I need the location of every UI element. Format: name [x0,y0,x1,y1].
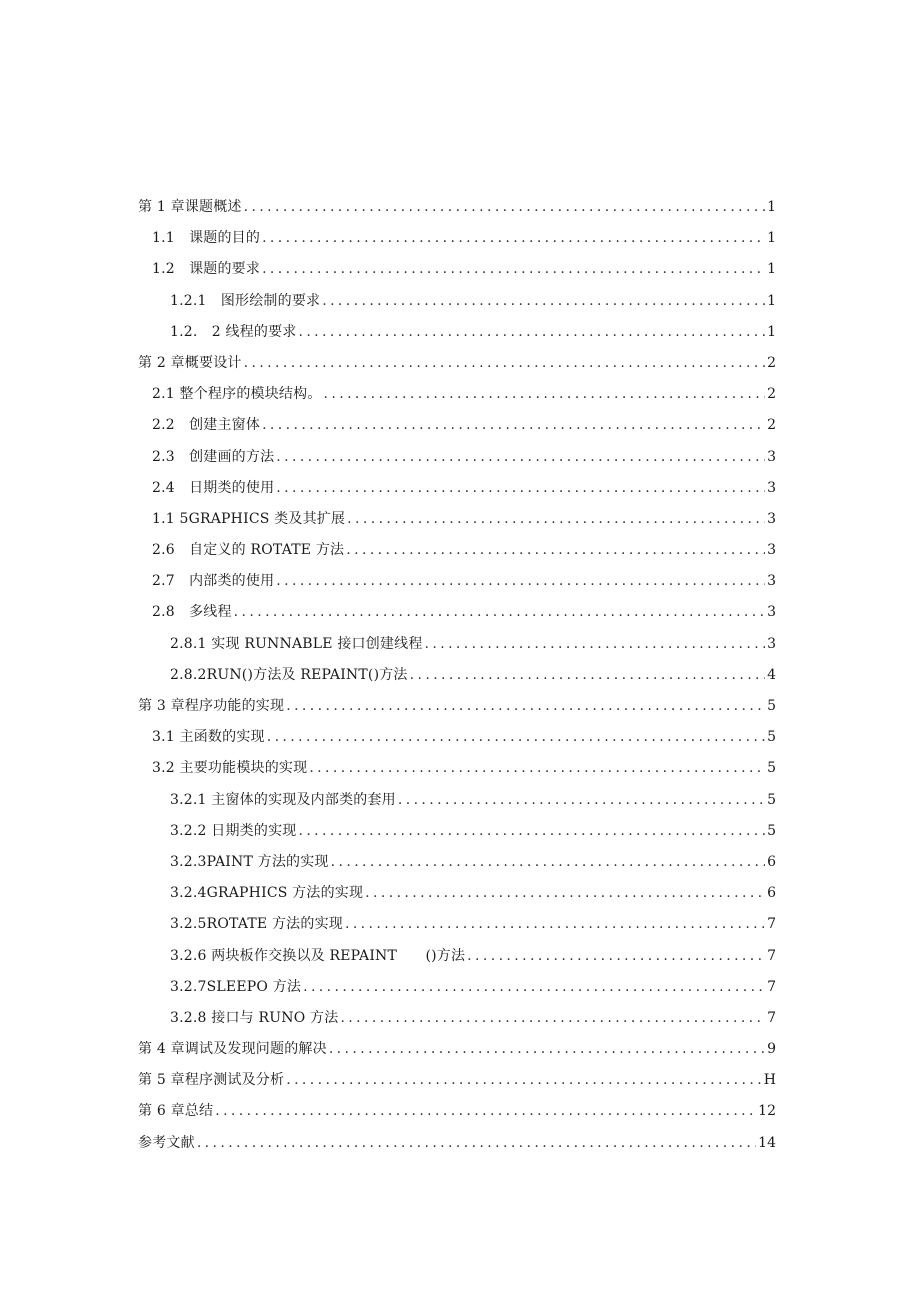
toc-entry[interactable] [138,941,776,972]
toc-entry-title: 1.1 5GRAPHICS 类及其扩展 [152,510,346,527]
toc-dot-leader [276,442,765,473]
toc-entry-title: 2.3 创建画的方法 [152,448,275,465]
toc-entry[interactable] [138,410,776,441]
toc-entry-title: 1.2. 2 线程的要求 [170,323,297,340]
toc-dot-leader [329,1034,765,1065]
toc-dot-leader [324,379,766,410]
toc-dot-leader [365,878,765,909]
toc-entry[interactable] [138,1003,776,1034]
toc-entry-page-number: 4 [767,666,776,683]
toc-dot-leader [215,1096,756,1127]
toc-dot-leader [410,660,765,691]
toc-entry-page-number: 3 [767,604,776,621]
toc-dot-leader [346,535,765,566]
toc-entry-title: 3.2.2 日期类的实现 [170,822,297,839]
toc-entry-page-number: 3 [767,542,776,559]
toc-entry[interactable] [138,442,776,473]
toc-dot-leader [398,785,765,816]
toc-entry-page-number: 1 [767,261,776,278]
toc-entry-title: 第 5 章程序测试及分析 [138,1072,285,1089]
toc-entry-page-number: 5 [767,760,776,777]
toc-entry[interactable] [138,660,776,691]
toc-dot-leader [331,847,765,878]
toc-entry-page-number: 5 [767,729,776,746]
toc-entry[interactable] [138,1096,776,1127]
toc-entry-page-number: 5 [767,822,776,839]
toc-entry-page-number: 3 [767,635,776,652]
toc-entry-title: 1.2.1 图形绘制的要求 [170,292,321,309]
toc-dot-leader [276,566,765,597]
toc-entry[interactable] [138,504,776,535]
toc-entry-page-number: 7 [767,947,776,964]
toc-entry[interactable] [138,1065,776,1096]
toc-entry-title: 3.2.3PAINT 方法的实现 [170,853,329,870]
toc-entry[interactable] [138,566,776,597]
toc-entry-page-number: 3 [767,510,776,527]
toc-entry-title: 3.1 主函数的实现 [152,729,265,746]
toc-entry-page-number: 7 [767,978,776,995]
toc-entry-page-number: 1 [767,323,776,340]
toc-entry-title: 第 2 章概要设计 [138,354,242,371]
toc-dot-leader [244,192,765,223]
toc-entry[interactable] [138,847,776,878]
toc-entry[interactable] [138,816,776,847]
toc-entry[interactable] [138,722,776,753]
toc-entry-title: 参考文献 [138,1134,195,1151]
toc-entry[interactable] [138,1034,776,1065]
toc-entry-title: 2.8.2RUN()方法及 REPAINT()方法 [170,666,408,683]
toc-dot-leader [298,816,765,847]
toc-entry[interactable] [138,878,776,909]
toc-dot-leader [467,941,765,972]
toc-entry[interactable] [138,972,776,1003]
toc-entry-page-number: 1 [767,292,776,309]
toc-entry-page-number: 12 [758,1103,776,1120]
toc-entry-page-number: 2 [767,354,776,371]
toc-entry-title: 2.1 整个程序的模块结构。 [152,386,322,403]
toc-dot-leader [197,1128,756,1159]
toc-entry-title: 2.6 自定义的 ROTATE 方法 [152,542,345,559]
toc-entry-title: 3.2 主要功能模块的实现 [152,760,308,777]
toc-entry-page-number: 6 [767,853,776,870]
toc-entry-title: 1.2 课题的要求 [152,261,261,278]
toc-dot-leader [286,691,765,722]
toc-dot-leader [309,753,765,784]
toc-entry[interactable] [138,785,776,816]
toc-entry-page-number: 7 [767,1009,776,1026]
toc-entry-page-number: 6 [767,885,776,902]
toc-dot-leader [276,473,765,504]
toc-entry-page-number: 3 [767,448,776,465]
toc-dot-leader [347,504,765,535]
toc-entry-page-number: H [763,1072,776,1089]
toc-entry-title: 2.7 内部类的使用 [152,573,275,590]
toc-entry[interactable] [138,1128,776,1159]
toc-entry[interactable] [138,691,776,722]
toc-dot-leader [340,1003,765,1034]
toc-entry-title: 第 3 章程序功能的实现 [138,698,285,714]
toc-dot-leader [244,348,765,379]
toc-entry[interactable] [138,597,776,628]
toc-dot-leader [262,254,765,285]
toc-entry-page-number: 2 [767,386,776,403]
toc-entry-page-number: 5 [767,698,776,714]
toc-entry-page-number: 9 [767,1041,776,1058]
toc-entry-page-number: 14 [758,1134,776,1151]
toc-entry-title: 第 6 章总结 [138,1103,214,1120]
toc-dot-leader [286,1065,762,1096]
toc-entry-title: 第 4 章调试及发现问题的解决 [138,1041,327,1058]
toc-entry-page-number: 1 [767,230,776,247]
toc-dot-leader [345,909,765,940]
toc-dot-leader [234,597,765,628]
toc-entry-page-number: 5 [767,791,776,808]
toc-entry[interactable] [138,753,776,784]
toc-entry-title: 3.2.1 主窗体的实现及内部类的套用 [170,791,396,808]
toc-entry-title: 2.4 日期类的使用 [152,479,275,496]
toc-dot-leader [298,317,765,348]
toc-entry[interactable] [138,535,776,566]
toc-entry-title: 3.2.4GRAPHICS 方法的实现 [170,885,364,902]
toc-entry[interactable] [138,379,776,410]
toc-entry-page-number: 7 [767,916,776,933]
toc-entry[interactable] [138,192,776,223]
toc-entry[interactable] [138,317,776,348]
toc-entry[interactable] [138,629,776,660]
toc-entry[interactable] [138,348,776,379]
toc-entry-title: 3.2.7SLEEPO 方法 [170,978,302,995]
toc-entry-title: 3.2.5ROTATE 方法的实现 [170,916,343,933]
toc-entry[interactable] [138,286,776,317]
toc-dot-leader [262,410,765,441]
toc-entry-page-number: 2 [767,417,776,434]
table-of-contents [138,192,776,1159]
toc-entry-page-number: 1 [767,199,776,215]
toc-entry-title: 2.8.1 实现 RUNNABLE 接口创建线程 [170,635,423,652]
toc-entry[interactable] [138,909,776,940]
toc-entry[interactable] [138,223,776,254]
toc-entry-page-number: 3 [767,479,776,496]
toc-dot-leader [303,972,765,1003]
toc-entry-title: 3.2.8 接口与 RUNO 方法 [170,1009,339,1026]
toc-entry-title: 1.1 课题的目的 [152,230,261,247]
toc-entry-title: 2.2 创建主窗体 [152,417,261,434]
toc-dot-leader [267,722,765,753]
toc-entry-page-number: 3 [767,573,776,590]
toc-entry-title: 2.8 多线程 [152,604,232,621]
toc-dot-leader [262,223,765,254]
toc-dot-leader [425,629,766,660]
toc-dot-leader [322,286,765,317]
toc-entry-title: 第 1 章课题概述 [138,199,242,215]
toc-entry[interactable] [138,254,776,285]
toc-entry-title: 3.2.6 两块板作交换以及 REPAINT ()方法 [170,947,466,964]
toc-entry[interactable] [138,473,776,504]
